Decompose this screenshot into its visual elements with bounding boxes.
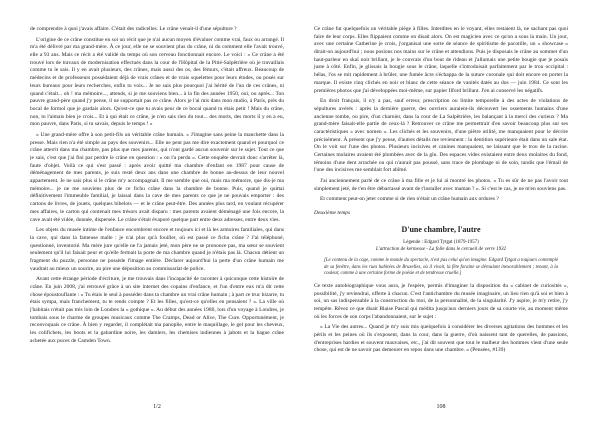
legend-artist-line: Légende : Edgard Tytgat (1879-1957) xyxy=(403,239,479,245)
artwork-legend xyxy=(314,239,568,254)
right-page-number: 108 xyxy=(436,404,446,410)
left-page xyxy=(30,26,284,398)
paragraph: « La Vie des autres... Quand je m'y suis mis quelquefois à considérer les diverses agitations des hommes et les périls et les peines où ils s'exposent, dans la cour, dans la guerre, d'où naissent tant de querelles, de passions, d'entreprises hardies et souvent mauvaises, etc., j'ai dit souvent que tout le malheur des hommes vient d'une seule chose, qui est de ne savoir pas demeurer en repos dans une chambre. » (Pensées, #139) xyxy=(314,324,568,354)
part-label: Deuxième temps xyxy=(314,210,351,217)
paragraph: Avant cette étrange période d'écriture, je me trouvais dans l'incapacité de raconter à quiconque cette histoire de crâne. En juin 2008, j'ai retrouvé grâce à un site internet des copains d'enfance, et l'un d'entre eux m'a dit cette chose époustouflante : « Tu étais le seul à posséder dans ta chambre un vrai crâne humain ; à part ce truc bizarre, tu étais sympa, mais franchement, tu te rends compte ? Et les filles, qu'est-ce qu'elles en pensaient ? ». La ville où j'habitais n'était pas très loin de Londres la « gothique ». Au début des années 1980, lors d'un voyage à Londres, je tombais sous le charme de groupes musicaux comme The Cramps, Dead or Alive, The Cure. Opportunément, je reconvoquais ce crâne. À bien y regarder, il complétait ma panoplie, entre le maquillage, le gel pour les cheveux, les colifichets, les boots et la gabardine noire, les damiers, les chemises indiennes à jabots et la bague crâne achetée aux puces de Camden Town. xyxy=(30,276,284,344)
right-page xyxy=(314,26,568,398)
paragraph: Ce texte autobiographique vous aura, je l'espère, permis d'imaginer la disposition du « cabinet de curiosités », possibilité, j'y reviendrai, offerte à chacun. C'est l'antichambre du musée imaginaire, un lieu rien qu'à soi et bien à soi, un sas indispensable à la construction du moi, de la personnalité, de la singularité. J'y aspire, je m'y retire, j'y tempête. Rêvez ce que disait Blaise Pascal qui médita jusqu'aux derniers jours de sa courte vie, au moment même où les forces de son corps l'abandonnaient, sur le sujet : xyxy=(314,282,568,320)
paragraph: Les objets du musée intime de l'enfance encombrent encore et toujours ici et là les armoires familiales, qui dans la cave, qui dans la fameuse malle : je n'ai plus qu'à fouiller, où est passé ce fichu crâne ? J'ai téléphoné, questionné, inventorié. Ma mère jure qu'elle ne l'a jamais jeté, mon père ne se prononce pas, ma sœur se souvient seulement qu'il lui faisait peur et qu'elle fermait la porte de ma chambre quand je n'étais pas là. Chacun détient un fragment du puzzle, personne ne possède l'image entière. Déclarer aujourd'hui la perte d'un crâne humain me vaudrait au mieux un sourire, au pire une déposition au commissariat de police. xyxy=(30,227,284,272)
editorial-note: [Le contenu de la cage, comme le monde du spectacle, n'est pas celui qu'on imagine. Edgard Tytgat a toujours contemplé de sa fenêtre, dans les rues habitées de Bruxelles, où il vivait, la fête foraine se déroulant inexorablement ; tenant, à la couleur, comme à une certaine forme de poésie et de tendresse cruelle.] xyxy=(324,257,558,277)
paragraph: de comprendre à quoi j'avais affaire. C'était des radicelles. Le crâne venait-il d'une sépulture ? xyxy=(30,26,237,32)
left-page-number: 1/2 xyxy=(153,404,161,410)
legend-artwork-line: L'attraction de kermesse - La folle dans le cercueil de verre 1932 xyxy=(375,247,507,253)
paragraph: En droit français, il n'y a pas, sauf erreur, prescription ou limite temporelle à des actes de violations de sépultures avérés : après la dernière guerre, des ouvriers auraient-ils découvert les ossements humains d'une ancienne tombe, ou pire, d'un charnier, dans la cour de La Salpêtrière, les balançant à la merci des curieux ? Ma grand-mère faisait-elle partie de ceux-là ? Retrouver ce crâne me permettrait d'en savoir beaucoup plus sur ses caractéristiques « avec nomen ». Les clichés et les souvenirs, d'une piètre utilité, me manquaient pour le décrire précisément. À présent que j'y pense, d'autres détails me reviennent : la dentition supérieure était dans un sale état. On le voit sur l'une des photos. Plusieurs incisives et canines manquaient, ne laissant que le trou de la racine. Certaines molaires avaient été plombées avec de la glu. Des espaces vides existaient entre deux molaires du fond, témoins d'une dent arrachée ou qui n'aurait pas poussé, sans trace de plombage ni de soin, tandis que l'émail de l'une des incisives me semblait fort abîmé. xyxy=(314,98,568,174)
paragraph: Et comment peut-on jeter comme si de rien n'était un crâne humain aux ordures ? xyxy=(320,196,499,203)
paragraph: « Une grand-mère offre à son petit-fils un véritable crâne humain. » J'imagine sans peine la manchette dans la presse. Mais rien n'a été simple au pays des souvenirs... Elle ne peut pas me dire exactement quand et pourquoi ce crâne atterrit dans ma chambre, pas plus que mes parents, qui n'ont gardé aucun souvenir sur le sujet. Tout ce que je sais, c'est que j'ai fini par perdre le crâne en question : « on l'a perdu ». Cette enquête devrait donc s'arrêter là, faute d'objet. Voilà ce qui s'est passé : après avoir quitté ma chambre d'enfant en 1987 pour cause de déménagement de mes parents, je suis resté deux ans dans une chambre de bonne au-dessus de leur nouvel appartement. Je ne sais plus si le crâne m'y accompagnait. Il me semble que oui, mais ma mémoire, que dis-je ma mémoire... je ne me souviens plus de ce fichu crâne dans la chambre de bonne. Puis, quand je quittai définitivement l'immeuble familial, je laissai dans la cave de mes parents ce que je ne pouvais emporter : des cartons de livres, de jouets, quelques bibelots — et le crâne peut-être. Des années plus tard, en voulant récupérer mes affaires, le carton qui contenait mes trésors avait disparu : mes parents avaient déménagé une fois encore, la cave avait été vidée, donnée, dispersée. Le crâne s'était évaporé quelque part entre deux adresses, entre deux vies. xyxy=(30,131,284,223)
paragraph: J'ai anciennement parlé de ce crâne à ma fille et je lui ai montré les photos. « Tu es sûr de ne pas l'avoir tout simplement jeté, de t'en être débarrassé avant de t'installer avec maman ? ». Si c'est le cas, je ne m'en souviens pas. xyxy=(314,178,568,192)
section-title: D'une chambre, l'autre xyxy=(401,224,481,234)
paragraph: Ce crâne fut quelquefois un véritable piège à filles. Interdites en le voyant, elles restaient là, ne sachant pas quoi faire de leur corps. Elles flippaient comme on disait alors. On est magicien avec ce qu'on a sous la main. Un jour, avec une certaine Catherine je crois, j'organisai une sorte de séance de spiritisme de pacotille, un « showcase » dirait-on aujourd'hui ; nous posions nos mains sur le crâne et attendions. Puis je disposais le crâne au sommet d'un haut-parleur en skaï noir brillant, je le couvrais d'un bout de rideau et j'allumais une petite bougie que je posais juste à côté. Enfin, je glissais la bougie sous le crâne, laquelle s'introduisait parfaitement par le trou occipital : hélas, l'os se mit rapidement à brûler, une fumée âcre s'échappa de la suture coronale qui doit encore en porter la marque. Il existe cinq clichés en noir et blanc de cette séance de vanités datés au dos — juin 1984. Ce sont les premières photos que j'ai développées moi-même, sur papier Ilford brillant. J'en ai conservé les négatifs. xyxy=(314,26,568,94)
paragraph: L'origine de ce crâne constitue en soi un récit que je n'ai aucun moyen d'évaluer comme vrai, faux ou arrangé. Il m'a été délivré par ma grand-mère. À ce jour, elle ne se souvient plus du crâne, ni du comment elle l'avait trouvé, elle a 93 ans. Mais ce récit a été validé du temps où son cerveau fonctionnait encore. Le voici : « Ce crâne a été trouvé lors de travaux de modernisation effectués dans la cour de l'Hôpital de la Pitié-Salpêtrière où je travaillais comme tu le sais. Il y en avait plusieurs, des crânes, mais aussi des os, des fémurs, c'était affreux. Beaucoup de médecins et de professeurs possédaient déjà de vrais crânes et de vrais squelettes pour leurs études, ou posés sur leurs bureaux pour leurs recherches, enfin tu vois... Je ne sais plus pourquoi j'ai hérité de l'un de ces crânes, ni quand c'était... oh ! ma mémoire..., attends, si je me souviens bien... à la fin des années 1950, oui, ou après... Ton pauvre grand-père quand j'y pense, il ne supportait pas ce crâne. Alors je l'ai mis dans mon studio, à Paris, près du bocal de formol que je gardais alors. Qu'est-ce que tu avais peur de ce bocal quand tu étais petit ! Mais du crâne, non, tu l'aimais bien je crois... Et à qui était ce crâne, je n'en sais rien du tout... des morts, des morts il y en a eu, mon pauvre, dans Paris, si tu savais, depuis le temps ! » xyxy=(30,36,284,128)
